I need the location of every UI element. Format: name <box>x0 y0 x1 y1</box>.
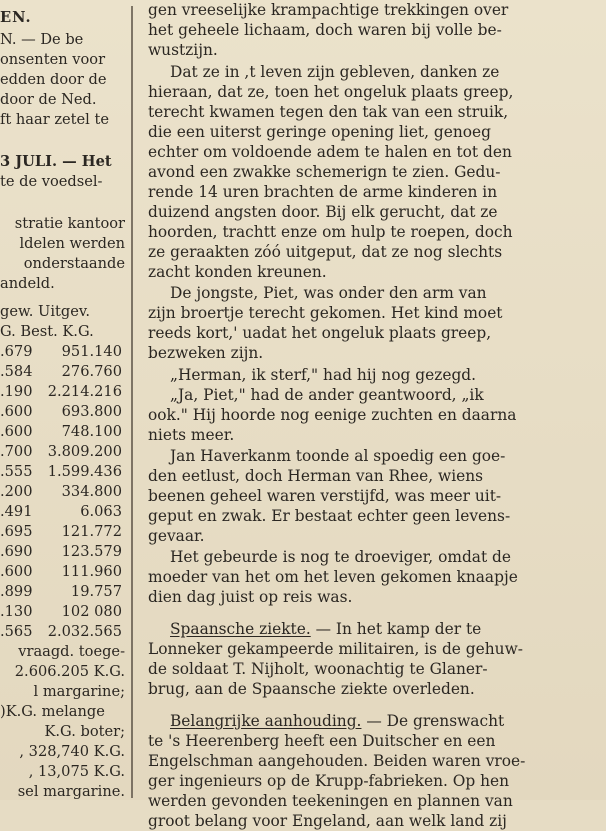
article-heading-line <box>170 711 568 731</box>
article-line: werden gevonden teekeningen en plannen van <box>148 792 513 810</box>
article-line: Dat ze in ,t leven zijn gebleven, danken ze <box>170 63 500 81</box>
left-column-line: edden door de <box>0 71 107 88</box>
left-column-line: gew. Uitgev. <box>0 303 90 320</box>
article-line: hieraan, dat ze, toen het ongeluk plaats greep, <box>148 83 514 101</box>
article-line: zijn broertje terecht gekomen. Het kind moet <box>148 304 503 322</box>
table-cell: .690 <box>0 543 33 560</box>
article-line: gen vreeselijke krampachtige trekkingen over <box>148 1 509 19</box>
table-cell: .899 <box>0 583 33 600</box>
table-cell: 1.599.436 <box>47 463 122 480</box>
left-column-line: 2.606.205 K.G. <box>14 663 125 680</box>
article-line: reeds kort,' uadat het ongeluk plaats greep, <box>148 324 492 342</box>
left-column-line: te de voedsel- <box>0 173 103 190</box>
table-cell: .695 <box>0 523 33 540</box>
article-heading-line <box>170 619 568 639</box>
table-cell: .584 <box>0 363 33 380</box>
article-line: De jongste, Piet, was onder den arm van <box>170 284 487 302</box>
article-line: brug, aan de Spaansche ziekte overleden. <box>148 680 475 698</box>
table-cell: 276.760 <box>61 363 122 380</box>
table-cell: .200 <box>0 483 33 500</box>
article-line: dien dag juist op reis was. <box>148 588 353 606</box>
article-line: niets meer. <box>148 426 235 444</box>
article-line: ook." Hij hoorde nog eenige zuchten en daarna <box>148 406 517 424</box>
table-cell: .679 <box>0 343 33 360</box>
article-line: duizend angsten door. Bij elk gerucht, dat ze <box>148 203 498 221</box>
table-cell: 3.809.200 <box>47 443 122 460</box>
article-line: „Ja, Piet," had de ander geantwoord, „ik <box>170 386 484 404</box>
table-cell: 121.772 <box>61 523 122 540</box>
article-line: ger ingenieurs op de Krupp-fabrieken. Op hen <box>148 772 510 790</box>
article-line: die een uiterst geringe opening liet, genoeg <box>148 123 491 141</box>
left-column-line: l margarine; <box>33 683 125 700</box>
left-column-line: )K.G. melange <box>0 703 105 720</box>
table-cell: .600 <box>0 403 33 420</box>
article-heading: Belangrijke aanhouding. <box>170 712 362 730</box>
left-column-line: G. Best. K.G. <box>0 323 94 340</box>
article-line: Het gebeurde is nog te droeviger, omdat de <box>170 548 512 566</box>
left-column-line: 3 JULI. — Het <box>0 153 112 170</box>
table-cell: 951.140 <box>61 343 122 360</box>
article-line: rende 14 uren brachten de arme kinderen in <box>148 183 498 201</box>
article-line: hoorden, trachtt enze om hulp te roepen, doch <box>148 223 513 241</box>
right-column <box>148 0 574 830</box>
left-column-line: vraagd. toege- <box>18 643 125 660</box>
article-line: moeder van het om het leven gekomen knaapje <box>148 568 518 586</box>
table-cell: .190 <box>0 383 33 400</box>
table-cell: 748.100 <box>61 423 122 440</box>
left-column-line: onderstaande <box>23 255 125 272</box>
article-line: groot belang voor Engeland, aan welk land zij <box>148 812 507 830</box>
article-line: avond een zwakke schemerign te zien. Gedu- <box>148 163 501 181</box>
table-cell: 2.032.565 <box>47 623 122 640</box>
table-cell: .600 <box>0 563 33 580</box>
left-column-line: EN. <box>0 9 32 26</box>
left-column-line: onsenten voor <box>0 51 106 68</box>
article-line: te 's Heerenberg heeft een Duitscher en een <box>148 732 496 750</box>
table-cell: 334.800 <box>61 483 122 500</box>
article-line: terecht kwamen tegen den tak van een struik, <box>148 103 509 121</box>
table-cell: 123.579 <box>61 543 122 560</box>
table-cell: .700 <box>0 443 33 460</box>
article-line: Engelschman aangehouden. Beiden waren vroe- <box>148 752 526 770</box>
article-text: — De grenswacht <box>361 712 505 730</box>
left-column-line: stratie kantoor <box>14 215 125 232</box>
table-cell: 693.800 <box>61 403 122 420</box>
article-line: beenen geheel waren verstijfd, was meer uit- <box>148 487 502 505</box>
left-column-line: ft haar zetel te <box>0 111 109 128</box>
table-cell: 2.214.216 <box>47 383 122 400</box>
table-cell: 6.063 <box>80 503 122 520</box>
article-line: het geheele lichaam, doch waren bij volle be- <box>148 21 502 39</box>
table-cell: 19.757 <box>70 583 122 600</box>
left-column-line: K.G. boter; <box>44 723 125 740</box>
left-column-line: door de Ned. <box>0 91 97 108</box>
article-line: Lonneker gekampeerde militairen, is de gehuw- <box>148 640 523 658</box>
article-line: echter om voldoende adem te halen en tot den <box>148 143 512 161</box>
table-cell: .491 <box>0 503 33 520</box>
left-column <box>0 0 128 800</box>
left-column-line: andeld. <box>0 275 55 292</box>
left-column-line: ldelen werden <box>19 235 125 252</box>
article-line: den eetlust, doch Herman van Rhee, wiens <box>148 467 484 485</box>
table-cell: .600 <box>0 423 33 440</box>
column-rule <box>131 6 133 798</box>
left-column-line: sel margarine. <box>17 783 125 800</box>
table-cell: 102 080 <box>61 603 122 620</box>
article-line: „Herman, ik sterf," had hij nog gezegd. <box>170 366 477 384</box>
article-line: wustzijn. <box>148 41 218 59</box>
article-line: de soldaat T. Nijholt, woonachtig te Glaner- <box>148 660 488 678</box>
left-column-line: N. — De be <box>0 31 84 48</box>
article-line: ze geraakten zóó uitgeput, dat ze nog slechts <box>148 243 503 261</box>
article-line: zacht konden kreunen. <box>148 263 327 281</box>
left-column-line: , 13,075 K.G. <box>28 763 125 780</box>
table-cell: .130 <box>0 603 33 620</box>
table-cell: .555 <box>0 463 33 480</box>
article-line: bezweken zijn. <box>148 344 264 362</box>
article-line: geput en zwak. Er bestaat echter geen levens- <box>148 507 511 525</box>
table-cell: 111.960 <box>61 563 122 580</box>
article-line: gevaar. <box>148 527 205 545</box>
left-column-line: , 328,740 K.G. <box>19 743 125 760</box>
article-heading: Spaansche ziekte. <box>170 620 311 638</box>
table-cell: .565 <box>0 623 33 640</box>
article-line: Jan Haverkanm toonde al spoedig een goe- <box>170 447 506 465</box>
article-text: — In het kamp der te <box>310 620 482 638</box>
